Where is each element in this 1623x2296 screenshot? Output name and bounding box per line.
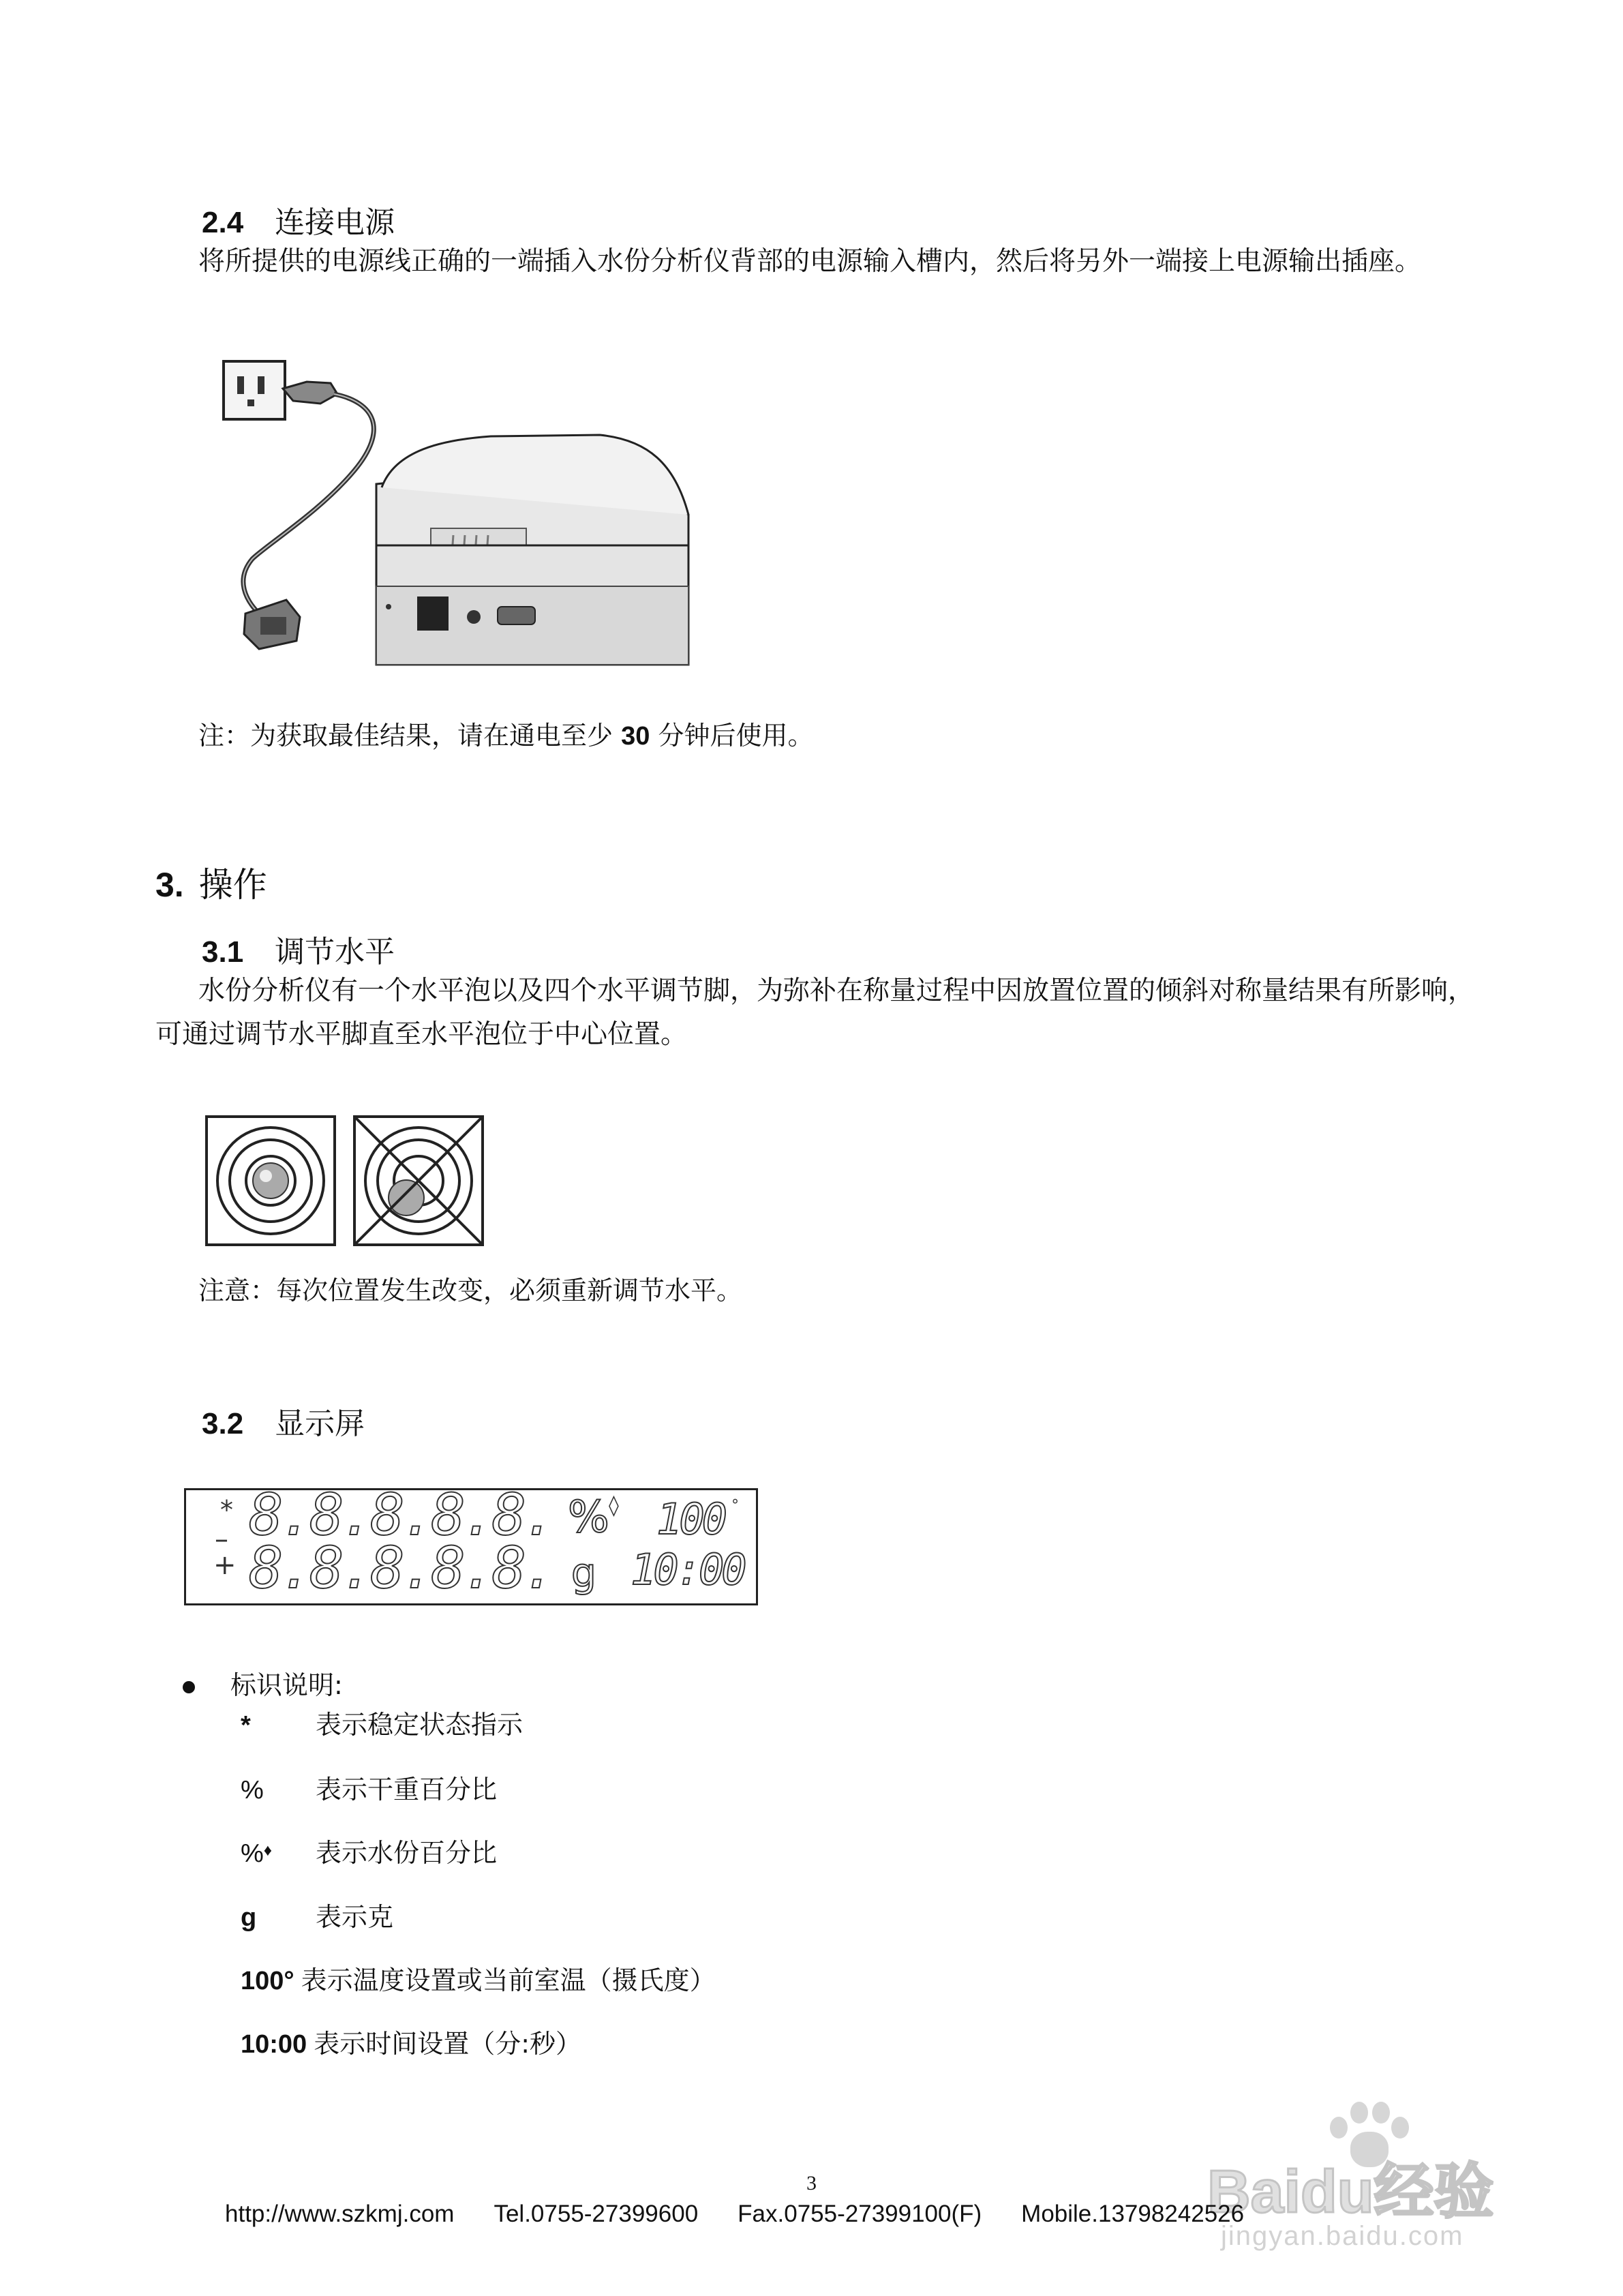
legend-heading <box>183 1665 343 1706</box>
lcd-top-digits: 8.8.8.8.8. <box>249 1481 553 1548</box>
note-suffix: 分钟后使用。 <box>650 721 814 751</box>
legend-text: 表示克 <box>316 1902 394 1932</box>
lcd-bottom-digits: 8.8.8.8.8. <box>249 1535 553 1601</box>
legend-item-temperature <box>241 1960 716 2001</box>
water-drop-icon: ♦ <box>263 1841 273 1860</box>
footer-fax: Fax.0755-27399100(F) <box>738 2201 982 2227</box>
section-number: 3.1 <box>202 935 244 969</box>
lcd-gram-icon: g <box>571 1550 596 1596</box>
level-bubble-illustration <box>204 1115 491 1251</box>
section-number: 2.4 <box>202 206 244 239</box>
power-connection-illustration <box>218 354 695 675</box>
lcd-display <box>184 1481 758 1605</box>
watermark-sub: jingyan.baidu.com <box>1221 2221 1464 2251</box>
footer-mobile: Mobile.13798242526 <box>1021 2201 1245 2227</box>
footer-url[interactable]: http://www.szkmj.com <box>225 2201 455 2227</box>
watermark-brand: Baidu经验 <box>1207 2158 1494 2225</box>
section-title: 显示屏 <box>275 1406 365 1441</box>
legend-text: 表示干重百分比 <box>316 1774 498 1804</box>
legend-item-time <box>241 2023 581 2064</box>
footer-tel: Tel.0755-27399600 <box>494 2201 699 2227</box>
degree-icon: ° <box>731 1497 739 1514</box>
level-incorrect-icon <box>354 1117 483 1245</box>
legend-text: 表示稳定状态指示 <box>316 1710 524 1740</box>
legend-item-dry-weight <box>241 1769 497 1810</box>
section-title: 连接电源 <box>275 205 395 240</box>
legend-text: 表示时间设置（分:秒） <box>314 2029 582 2059</box>
bullet-icon <box>183 1681 195 1693</box>
baidu-watermark <box>1207 2096 1589 2253</box>
legend-heading-text: 标识说明: <box>230 1670 343 1700</box>
legend-symbol: g <box>241 1903 257 1932</box>
legend-symbol-wrap <box>241 1833 316 1874</box>
minus-sign-icon: – <box>215 1524 228 1555</box>
section-3-1-paragraph: 水份分析仪有一个水平泡以及四个水平调节脚，为弥补在称量过程中因放置位置的倾斜对称量结果有所影响，可通过调节水平脚直至水平泡位于中心位置。 <box>155 976 1475 1050</box>
section-2-4-heading <box>202 198 395 241</box>
legend-item-stable <box>241 1704 523 1745</box>
lcd-percent-icon: % <box>568 1492 609 1543</box>
legend-symbol: 10:00 <box>241 2030 307 2059</box>
legend-symbol: * <box>241 1711 251 1740</box>
note-number: 30 <box>621 722 650 751</box>
note-prefix: 注：为获取最佳结果，请在通电至少 <box>198 721 622 751</box>
lcd-temperature: 100 <box>656 1494 725 1544</box>
section-3-1-heading <box>202 927 395 971</box>
page-number: 3 <box>806 2172 817 2194</box>
water-drop-icon: ◊ <box>609 1494 619 1517</box>
plus-sign-icon: + <box>213 1550 237 1581</box>
legend-item-moisture <box>241 1832 497 1873</box>
legend-text: 表示水份百分比 <box>316 1838 498 1868</box>
section-number: 3. <box>155 866 184 904</box>
section-number: 3.2 <box>202 1407 244 1440</box>
legend-symbol: % <box>241 1839 264 1868</box>
legend-symbol: % <box>241 1776 264 1804</box>
page-footer <box>225 2201 1284 2228</box>
stable-indicator-icon: * <box>220 1495 233 1525</box>
lcd-time: 10:00 <box>631 1545 744 1595</box>
section-2-4-paragraph: 将所提供的电源线正确的一端插入水份分析仪背部的电源输入槽内，然后将另外一端接上电源输出插座。 <box>198 246 1422 277</box>
legend-symbol: 100° <box>241 1967 294 1995</box>
legend-text: 表示温度设置或当前室温（摄氏度） <box>301 1965 716 1995</box>
level-note: 注意：每次位置发生改变，必须重新调节水平。 <box>198 1275 743 1305</box>
section-3-2-heading <box>202 1399 365 1442</box>
legend-item-gram <box>241 1897 393 1937</box>
power-note <box>198 714 813 752</box>
section-title: 操作 <box>198 865 267 905</box>
section-3-heading <box>155 858 267 907</box>
level-correct-icon <box>207 1117 335 1245</box>
section-title: 调节水平 <box>275 935 395 969</box>
